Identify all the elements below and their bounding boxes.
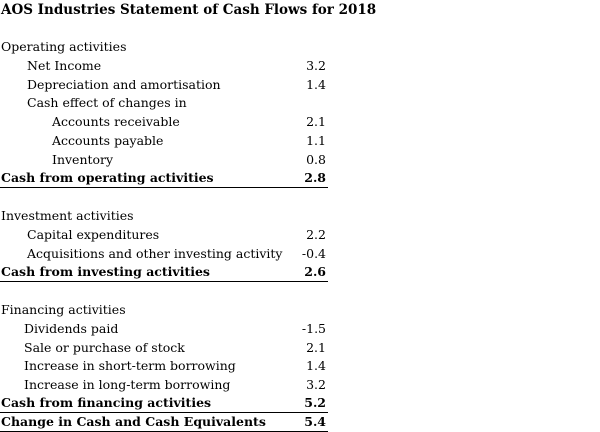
changes-heading: Cash effect of changes in	[27, 95, 187, 110]
changes-heading-row	[0, 93, 328, 112]
long-term-row	[0, 375, 328, 394]
operating-total-label: Cash from operating activities	[1, 170, 214, 185]
financing-heading: Financing activities	[1, 302, 126, 317]
short-term-row	[0, 356, 328, 375]
investment-total-value: 2.6	[304, 264, 326, 279]
operating-heading-row	[0, 37, 328, 56]
stock-label: Sale or purchase of stock	[24, 340, 185, 355]
acquisitions-label: Acquisitions and other investing activity	[27, 246, 283, 261]
acquisitions-value: -0.4	[301, 246, 326, 261]
depreciation-value: 1.4	[306, 77, 326, 92]
operating-total-row	[0, 168, 328, 188]
net-change-row	[0, 412, 328, 432]
dividends-label: Dividends paid	[24, 321, 119, 336]
statement-title: AOS Industries Statement of Cash Flows for 2018	[1, 2, 377, 18]
payable-label: Accounts payable	[52, 133, 164, 148]
depreciation-label: Depreciation and amortisation	[27, 77, 221, 92]
financing-total-value: 5.2	[304, 395, 326, 410]
depreciation-row	[0, 75, 328, 94]
receivable-row	[0, 112, 328, 131]
investment-heading: Investment activities	[1, 208, 134, 223]
short-term-value: 1.4	[306, 358, 326, 373]
receivable-label: Accounts receivable	[52, 114, 180, 129]
net-income-row	[0, 56, 328, 75]
capex-value: 2.2	[306, 227, 326, 242]
receivable-value: 2.1	[306, 114, 326, 129]
payable-value: 1.1	[306, 133, 326, 148]
operating-heading: Operating activities	[1, 39, 127, 54]
payable-row	[0, 131, 328, 150]
investment-total-label: Cash from investing activities	[1, 264, 210, 279]
net-income-label: Net Income	[27, 58, 102, 73]
dividends-row	[0, 319, 328, 338]
net-income-value: 3.2	[306, 58, 326, 73]
long-term-value: 3.2	[306, 377, 326, 392]
stock-row	[0, 338, 328, 357]
acquisitions-row	[0, 244, 328, 263]
inventory-value: 0.8	[306, 152, 326, 167]
long-term-label: Increase in long-term borrowing	[24, 377, 231, 392]
stock-value: 2.1	[306, 340, 326, 355]
financing-total-label: Cash from financing activities	[1, 395, 212, 410]
net-change-label: Change in Cash and Cash Equivalents	[1, 414, 266, 429]
investment-total-row	[0, 262, 328, 282]
dividends-value: -1.5	[301, 321, 326, 336]
capex-label: Capital expenditures	[27, 227, 160, 242]
capex-row	[0, 225, 328, 244]
short-term-label: Increase in short-term borrowing	[24, 358, 236, 373]
net-change-value: 5.4	[304, 414, 326, 429]
investment-heading-row	[0, 206, 328, 225]
operating-total-value: 2.8	[304, 170, 326, 185]
financing-heading-row	[0, 300, 328, 319]
financing-total-row	[0, 393, 328, 413]
inventory-label: Inventory	[52, 152, 114, 167]
inventory-row	[0, 150, 328, 169]
